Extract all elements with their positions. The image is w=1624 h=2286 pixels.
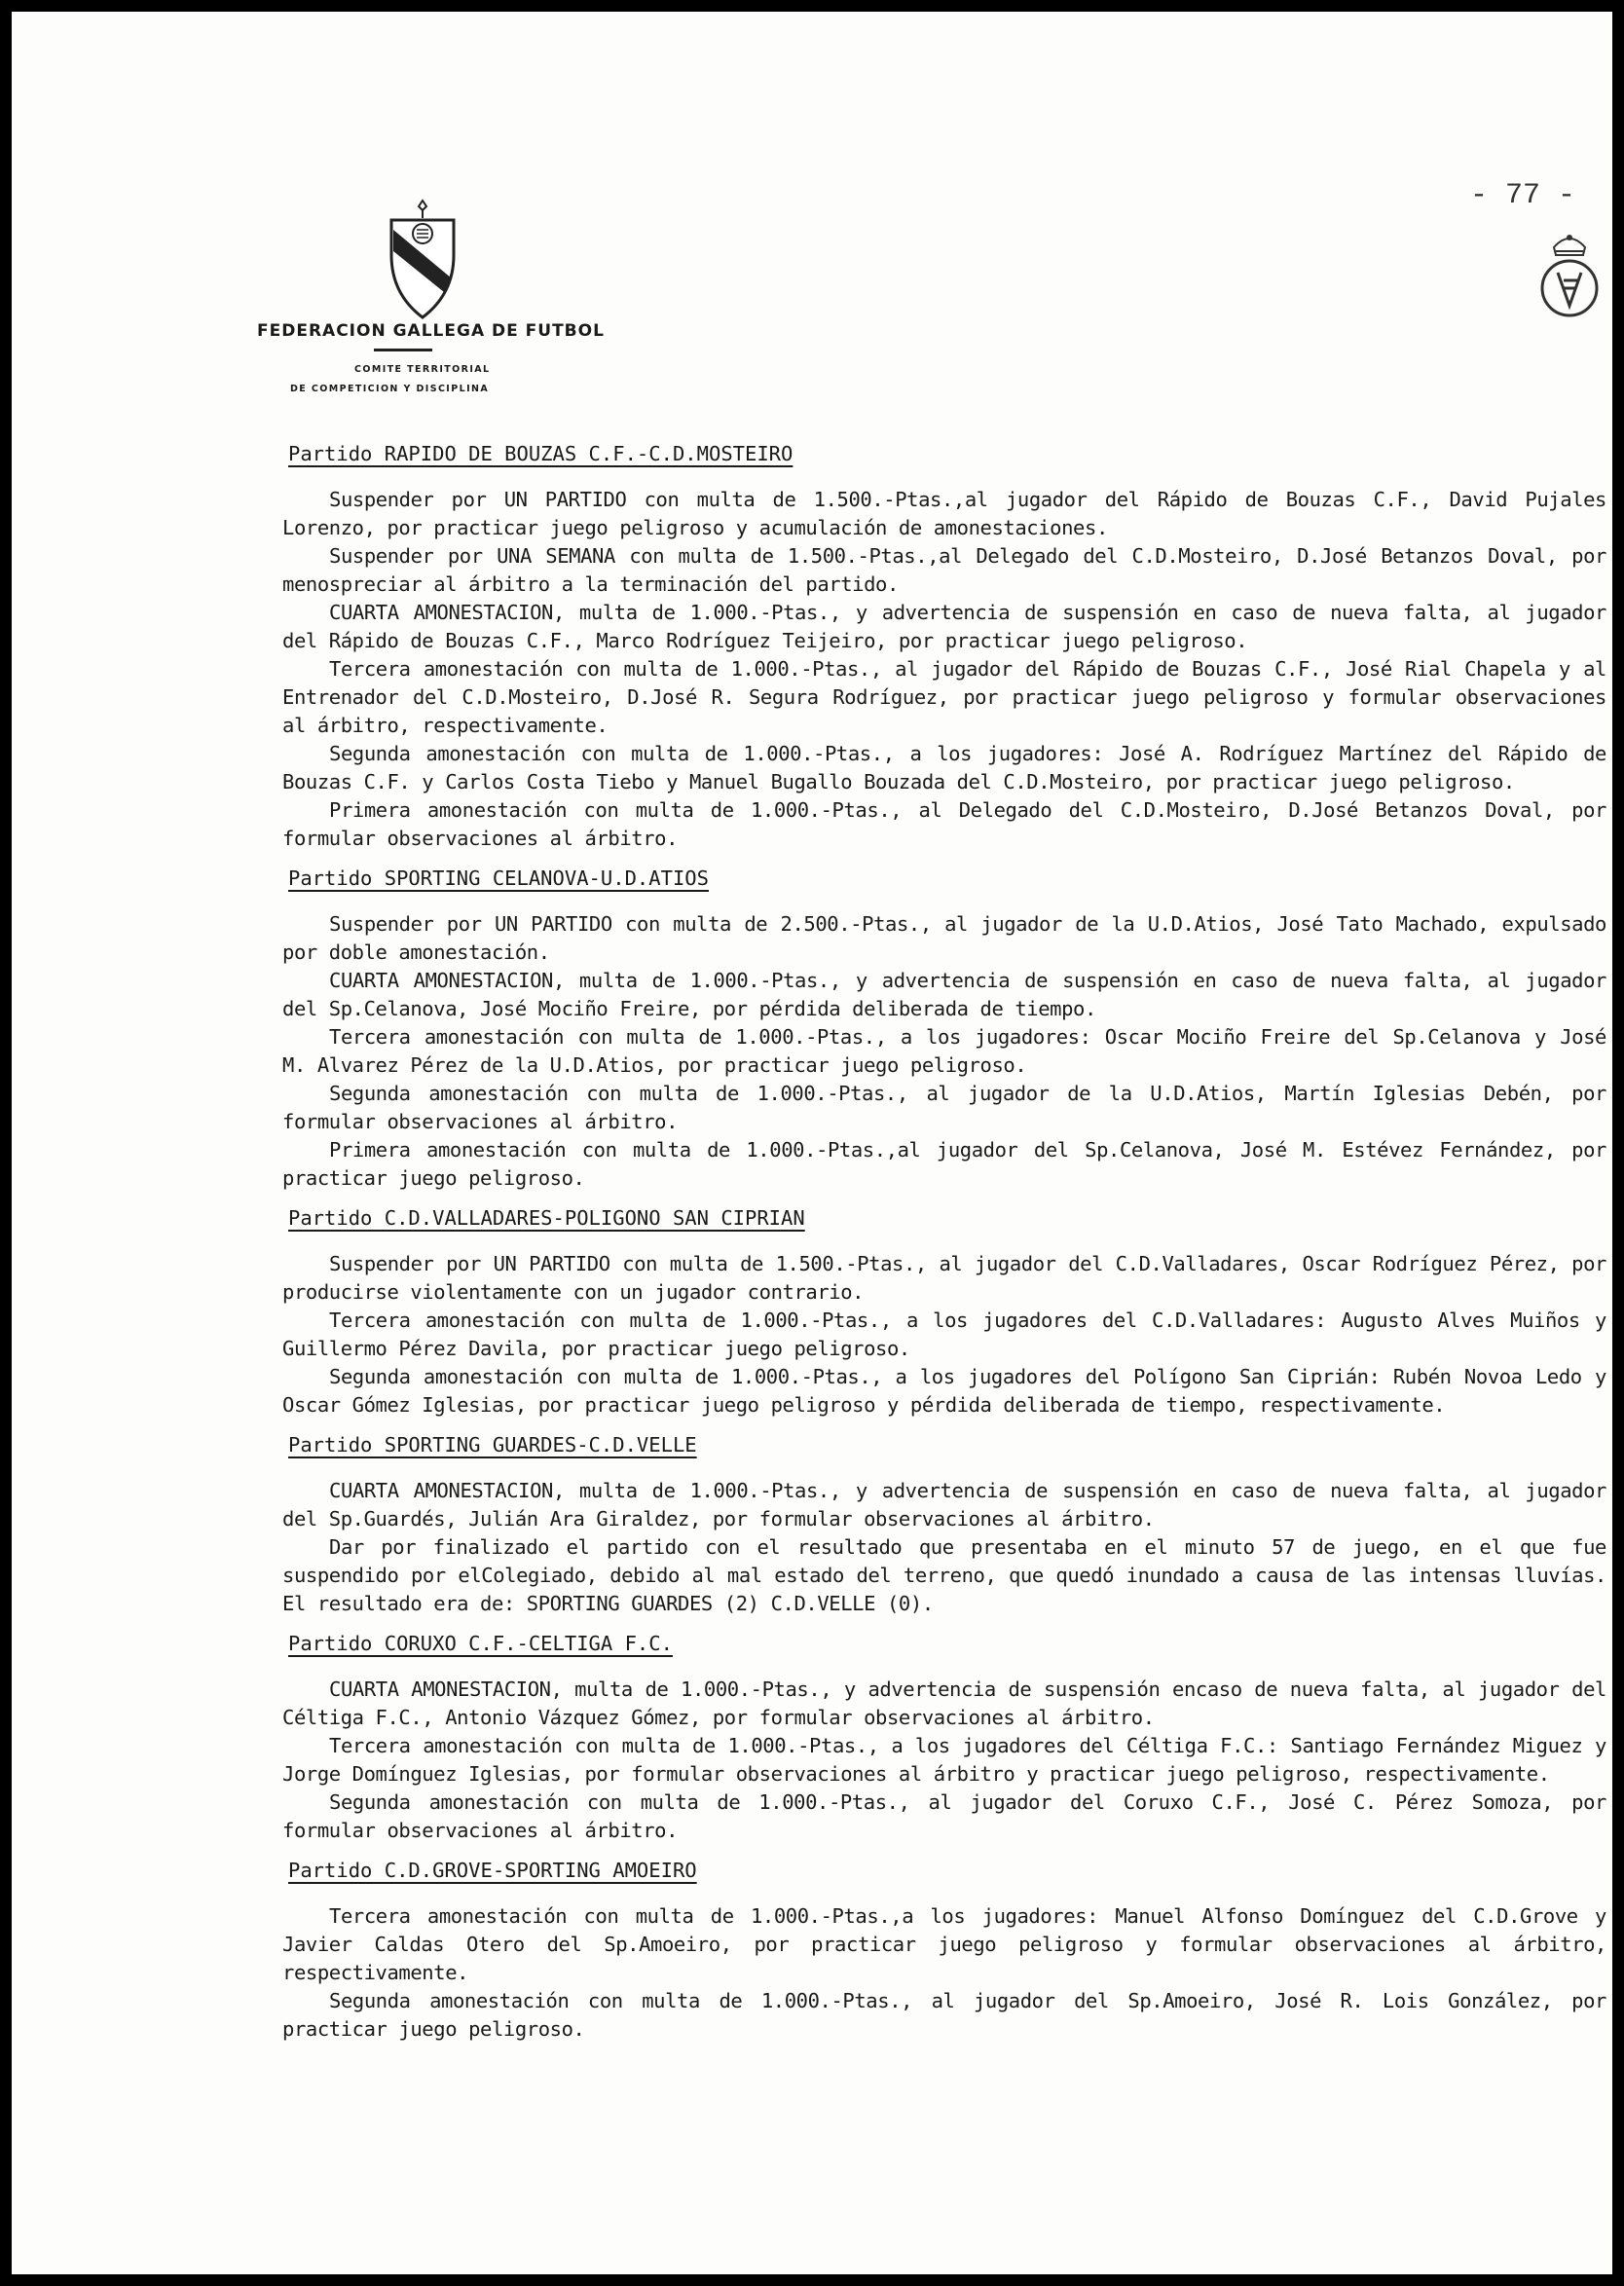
sanction-paragraph: Segunda amonestación con multa de 1.000.-Ptas., a los jugadores del Polígono San Ciprián: Rubén Novoa Ledo y Oscar Gómez Iglesias, por practicar juego peligroso y pérdida deliberada de tiempo, respectivamente. [282,1365,1606,1417]
match-section [282,865,1606,1193]
match-section [282,1630,1606,1845]
sanction-paragraph: Segunda amonestación con multa de 1.000.-Ptas., al jugador de la U.D.Atios, Martín Iglesias Debén, por formular observaciones al árbitro. [282,1082,1606,1133]
sanction-paragraph: Tercera amonestación con multa de 1.000.-Ptas., a los jugadores del Céltiga F.C.: Santiago Fernández Miguez y Jorge Domínguez Iglesias, por formular observaciones al árbitro y practicar juego peligroso, respectivamente. [282,1734,1606,1786]
sanction-paragraph: Primera amonestación con multa de 1.000.-Ptas.,al jugador del Sp.Celanova, José M. Estévez Fernández, por practicar juego peligroso. [282,1138,1606,1190]
document-page [12,12,1612,2274]
sanction-paragraph: Segunda amonestación con multa de 1.000.-Ptas., al jugador del Coruxo C.F., José C. Pérez Somoza, por formular observaciones al árbitro. [282,1790,1606,1842]
match-title: Partido C.D.GROVE-SPORTING AMOEIRO [288,1859,697,1882]
sanction-paragraph: Tercera amonestación con multa de 1.000.-Ptas., a los jugadores del C.D.Valladares: Augusto Alves Muiños y Guillermo Pérez Davila, por practicar juego peligroso. [282,1309,1606,1360]
match-title: Partido CORUXO C.F.-CELTIGA F.C. [288,1632,673,1655]
sanction-paragraph: Primera amonestación con multa de 1.000.-Ptas., al Delegado del C.D.Mosteiro, D.José Betanzos Doval, por formular observaciones al árbitro. [282,798,1606,850]
sanction-paragraph: Segunda amonestación con multa de 1.000.-Ptas., al jugador del Sp.Amoeiro, José R. Lois González, por practicar juego peligroso. [282,1989,1606,2041]
royal-federation-crest-icon [1532,228,1606,325]
sanction-paragraph: Tercera amonestación con multa de 1.000.-Ptas., a los jugadores: Oscar Mociño Freire del Sp.Celanova y José M. Alvarez Pérez de la U.D.Atios, por practicar juego peligroso. [282,1025,1606,1077]
divider [374,349,432,351]
match-title: Partido RAPIDO DE BOUZAS C.F.-C.D.MOSTEIRO [288,442,794,465]
match-section [282,1204,1606,1420]
match-section [282,1431,1606,1618]
match-section [282,1857,1606,2044]
sanction-paragraph: Tercera amonestación con multa de 1.000.-Ptas.,a los jugadores: Manuel Alfonso Domínguez del C.D.Grove y Javier Caldas Otero del Sp.Amoeiro, por practicar juego peligroso y formular observaciones al árbitro, respectivamente. [282,1904,1606,1984]
sanction-paragraph: CUARTA AMONESTACION, multa de 1.000.-Ptas., y advertencia de suspensión en caso de nueva falta, al jugador del Sp.Guardés, Julián Ara Giraldez, por formular observaciones al árbitro. [282,1479,1606,1530]
sanction-paragraph: CUARTA AMONESTACION, multa de 1.000.-Ptas., y advertencia de suspensión encaso de nueva falta, al jugador del Céltiga F.C., Antonio Vázquez Gómez, por formular observaciones al árbitro. [282,1678,1606,1729]
page-number: - 77 - [1470,179,1576,212]
shield-crest-icon [384,197,461,323]
match-title: Partido SPORTING GUARDES-C.D.VELLE [288,1433,697,1456]
match-title: Partido C.D.VALLADARES-POLIGONO SAN CIPRIAN [288,1206,805,1230]
document-body [282,440,1606,2055]
federation-name: FEDERACION GALLEGA DE FUTBOL [257,321,605,341]
sanction-paragraph: Tercera amonestación con multa de 1.000.-Ptas., al jugador del Rápido de Bouzas C.F., José Rial Chapela y al Entrenador del C.D.Mosteiro, D.José R. Segura Rodríguez, por practicar juego peligroso y formular observaciones al árbitro, respectivamente. [282,657,1606,737]
sanction-paragraph: Suspender por UN PARTIDO con multa de 1.500.-Ptas.,al jugador del Rápido de Bouzas C.F., David Pujales Lorenzo, por practicar juego peligroso y acumulación de amonestaciones. [282,488,1606,539]
sanction-paragraph: Suspender por UN PARTIDO con multa de 2.500.-Ptas., al jugador de la U.D.Atios, José Tato Machado, expulsado por doble amonestación. [282,912,1606,964]
sanction-paragraph: Suspender por UNA SEMANA con multa de 1.500.-Ptas.,al Delegado del C.D.Mosteiro, D.José Betanzos Doval, por menospreciar al árbitro a la terminación del partido. [282,544,1606,596]
sanction-paragraph: CUARTA AMONESTACION, multa de 1.000.-Ptas., y advertencia de suspensión en caso de nueva falta, al jugador del Sp.Celanova, José Mociño Freire, por pérdida deliberada de tiempo. [282,969,1606,1020]
committee-line-1: COMITE TERRITORIAL [354,364,491,375]
sanction-paragraph: Dar por finalizado el partido con el resultado que presentaba en el minuto 57 de juego, en el que fue suspendido por elColegiado, debido al mal estado del terreno, que quedó inundado a causa de las intensas lluvías. El resultado era de: SPORTING GUARDES (2) C.D.VELLE (0). [282,1535,1606,1615]
sanction-paragraph: Suspender por UN PARTIDO con multa de 1.500.-Ptas., al jugador del C.D.Valladares, Oscar Rodríguez Pérez, por producirse violentamente con un jugador contrario. [282,1252,1606,1304]
committee-line-2: DE COMPETICION Y DISCIPLINA [290,384,490,394]
sanction-paragraph: Segunda amonestación con multa de 1.000.-Ptas., a los jugadores: José A. Rodríguez Martínez del Rápido de Bouzas C.F. y Carlos Costa Tiebo y Manuel Bugallo Bouzada del C.D.Mosteiro, por practicar juego peligroso. [282,742,1606,793]
match-section [282,440,1606,853]
sanction-paragraph: CUARTA AMONESTACION, multa de 1.000.-Ptas., y advertencia de suspensión en caso de nueva falta, al jugador del Rápido de Bouzas C.F., Marco Rodríguez Teijeiro, por practicar juego peligroso. [282,601,1606,652]
match-title: Partido SPORTING CELANOVA-U.D.ATIOS [288,866,709,890]
